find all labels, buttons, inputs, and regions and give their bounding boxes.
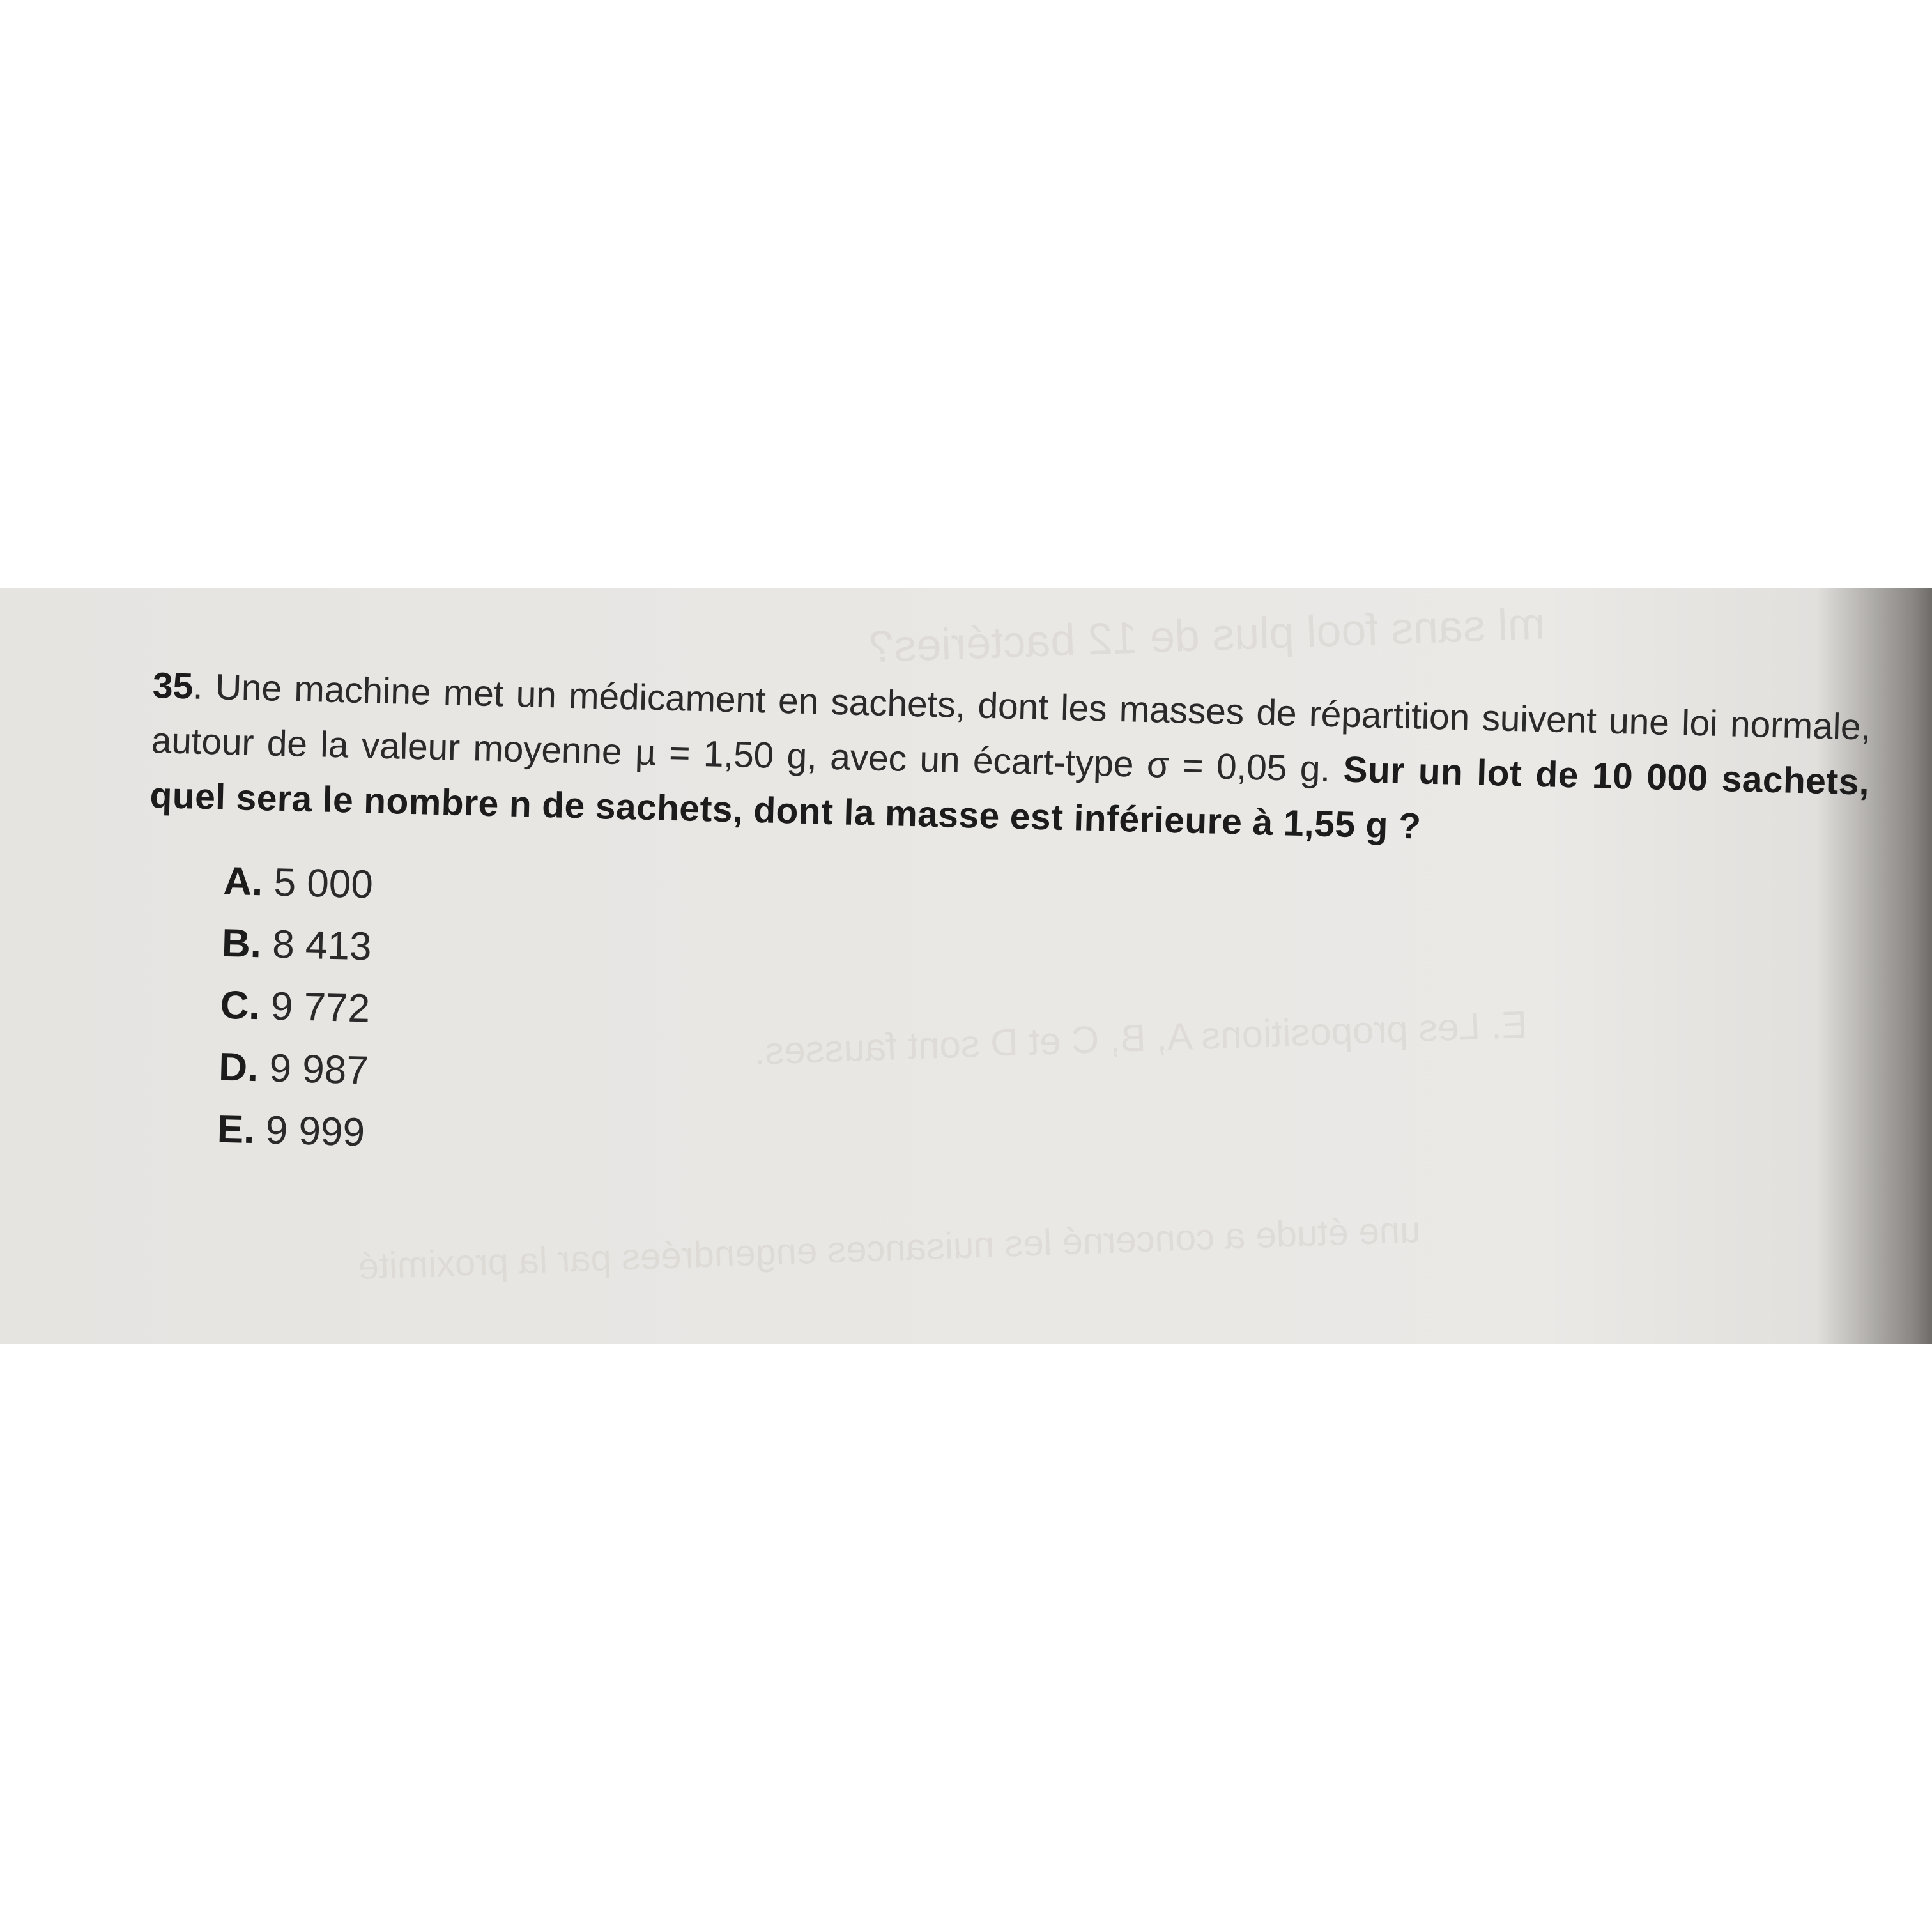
option-value: 5 000 [273,860,374,907]
show-through-text: ml sans fool plus de 12 bactéries? [868,598,1546,672]
show-through-text: E. Les propositions A, B, C et D sont fausses. [753,1002,1528,1073]
option-value: 9 772 [270,984,371,1031]
option-letter: B. [221,921,262,967]
exercise [141,658,1878,1200]
option-value: 8 413 [272,922,372,969]
question-prompt: Sur un lot de 10 000 sachets, quel sera le nombre n de sachets, dont la masse est inférieure à 1,55 g ? [149,749,1870,847]
option-letter: D. [218,1045,259,1091]
question-number: 35 [152,664,194,707]
question-statement: . Une machine met un médicament en sachets, dont les masses de répartition suivent une loi normale, autour de la valeur moyenne µ = 1,50 g, avec un écart-type σ = 0,05 g. [151,666,1871,790]
option-letter: E. [217,1107,256,1153]
option-value: 9 987 [268,1046,369,1093]
option-letter: C. [219,983,261,1029]
option-value: 9 999 [264,1108,365,1155]
answer-options [217,850,1873,1200]
show-through-text: une étude a concerné les nuisances engendrées par la proximité [357,1208,1422,1288]
option-letter: A. [222,859,264,905]
